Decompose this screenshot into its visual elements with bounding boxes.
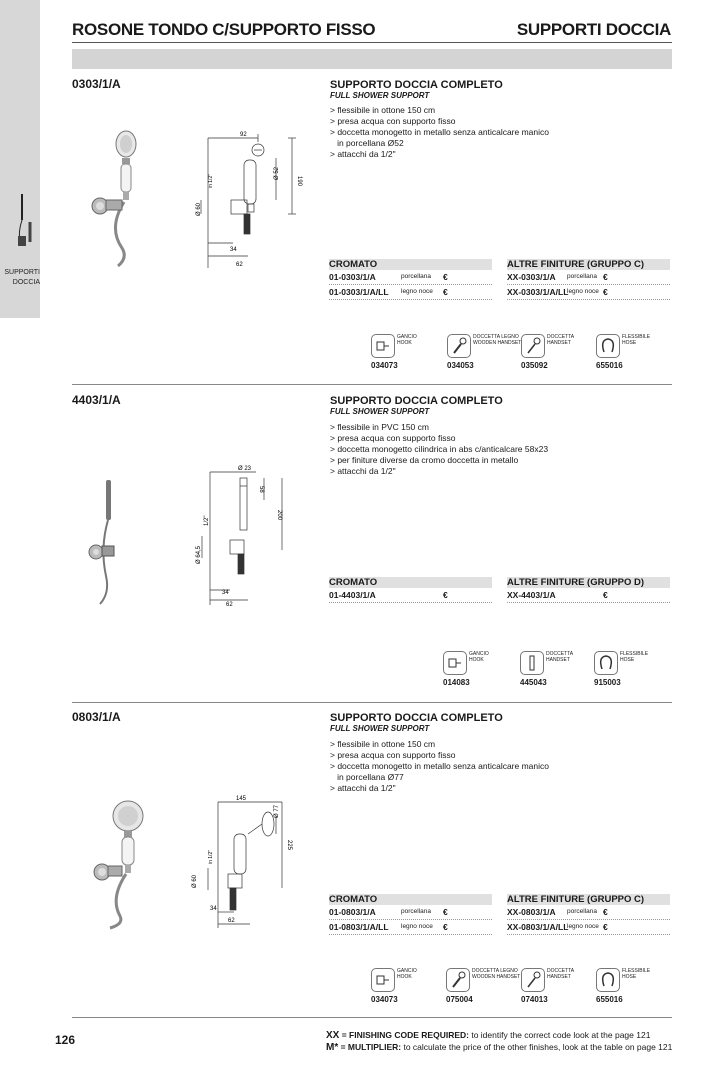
handset-icon [521,968,545,992]
feature-item: > per finiture diverse da cromo doccetta in metallo [330,455,519,465]
header-divider [72,42,672,43]
technical-drawing [190,460,300,610]
feature-list [330,105,650,160]
dim-head: 58 [258,486,264,493]
note-key: M* [326,1042,339,1053]
section-divider [72,384,672,385]
finish-variant: porcellana [567,908,597,915]
finish-header: ALTRE FINITURE (GRUPPO C) [507,894,670,905]
page-number: 126 [55,1033,76,1047]
finish-row [329,905,492,920]
footer-note-multiplier [326,1042,686,1053]
note-text: to calculate the price of the other finishes, look at the table on page 121 [401,1042,673,1052]
dim-depth: 34 [210,906,217,912]
finish-variant: porcellana [567,273,597,280]
hose-icon [594,651,618,675]
finish-price: € [603,590,608,600]
dim-diameter: Ø 52 [274,166,280,180]
dim-thread: in 1/2" [208,849,214,864]
finish-row [507,270,670,285]
finish-price: € [603,287,608,297]
product-photo [88,128,140,268]
shower-support-icon [10,192,38,254]
feature-item: > attacchi da 1/2" [330,783,396,793]
dim-width: 145 [236,796,247,802]
dim-depth: 34 [230,247,237,253]
finish-code: XX-0803/1/A [507,907,556,917]
note-key: XX [326,1030,340,1041]
finish-price: € [443,287,448,297]
finish-price: € [603,907,608,917]
accessory-code: 655016 [596,361,623,370]
feature-item: > flessibile in ottone 150 cm [330,739,436,749]
accessory-code: 034053 [447,361,474,370]
finish-table-other [507,894,670,935]
finish-code: XX-0803/1/A/LL [507,922,569,932]
finish-price: € [603,922,608,932]
accessory-label: GANCIO HOOK [397,968,417,980]
accessory-label: DOCCETTA LEGNO WOODEN HANDSET [472,968,521,980]
finish-row [329,285,492,300]
product-subtitle: FULL SHOWER SUPPORT [330,91,430,100]
dim-depth: 34 [222,590,229,596]
accessory-code: 034073 [371,995,398,1004]
feature-item: > presa acqua con supporto fisso [330,433,456,443]
technical-drawing [188,128,308,273]
finish-price: € [443,272,448,282]
header-grey-bar [72,49,672,69]
feature-item: > flessibile in PVC 150 cm [330,422,429,432]
dim-length: 62 [226,602,233,608]
finish-table-chrome [329,577,492,603]
feature-item: > presa acqua con supporto fisso [330,750,456,760]
finish-row [507,905,670,920]
feature-list [330,422,650,477]
dim-length: 62 [236,262,243,268]
feature-item: > attacchi da 1/2" [330,466,396,476]
dim-height: 200 [276,510,282,521]
dim-diameter: Ø 23 [238,466,252,472]
accessory-label: GANCIO HOOK [469,651,489,663]
finish-row [507,285,670,300]
finish-price: € [603,272,608,282]
accessory-code: 035092 [521,361,548,370]
finish-row [329,270,492,285]
finish-price: € [443,922,448,932]
footer-note-finishing [326,1030,686,1041]
feature-item: in porcellana Ø52 [330,138,404,148]
product-subtitle: FULL SHOWER SUPPORT [330,724,430,733]
finish-variant: legno noce [567,923,599,930]
accessory-label: DOCCETTA HANDSET [547,968,575,980]
finish-header: ALTRE FINITURE (GRUPPO D) [507,577,670,588]
finish-row [507,920,670,935]
handset-icon [521,334,545,358]
dim-diameter: Ø 77 [274,804,280,818]
finish-variant: legno noce [401,288,433,295]
accessory-label: DOCCETTA LEGNO WOODEN HANDSET [473,334,522,346]
finish-header: CROMATO [329,894,492,905]
finish-code: XX-4403/1/A [507,590,556,600]
dim-height: 190 [296,176,302,187]
accessory[interactable] [596,968,706,1012]
note-text: to identify the correct code look at the page 121 [468,1030,651,1040]
section-divider [72,702,672,703]
product-photo [90,798,146,930]
dim-width: 92 [240,132,247,138]
finish-variant: legno noce [567,288,599,295]
accessory-label: FLESSIBILE HOSE [622,968,651,980]
accessory-label: FLESSIBILE HOSE [620,651,649,663]
product-subtitle: FULL SHOWER SUPPORT [330,407,430,416]
finish-table-chrome [329,894,492,935]
page-title: ROSONE TONDO C/SUPPORTO FISSO [72,20,376,39]
finish-row [329,588,492,603]
finish-price: € [443,907,448,917]
dim-rosette: Ø 60 [192,874,198,888]
section-title: SUPPORTI DOCCIA [516,20,671,39]
hook-icon [443,651,467,675]
finish-header: CROMATO [329,577,492,588]
accessory-code: 655016 [596,995,623,1004]
note-bold: = FINISHING CODE REQUIRED: [339,1030,469,1040]
accessory-code: 445043 [520,678,547,687]
product-code: 0803/1/A [72,710,121,724]
finish-code: 01-0303/1/A [329,272,376,282]
product-photo [86,478,126,606]
feature-item: > flessibile in ottone 150 cm [330,105,436,115]
product-title: SUPPORTO DOCCIA COMPLETO [330,79,503,91]
dim-height: 225 [286,840,292,851]
finish-header: CROMATO [329,259,492,270]
footer-divider [72,1017,672,1018]
side-tab-label [2,268,40,288]
finish-code: 01-0803/1/A [329,907,376,917]
dim-rosette: Ø 64,5 [196,545,202,564]
side-label-line1: SUPPORTI [4,269,40,276]
finish-price: € [443,590,448,600]
accessory-code: 074013 [521,995,548,1004]
feature-item: > doccetta monogetto cilindrica in abs c/anticalcare 58x23 [330,444,549,454]
feature-item: in porcellana Ø77 [330,772,404,782]
feature-item: > doccetta monogetto in metallo senza anticalcare manico [330,127,549,137]
handset-icon [520,651,544,675]
feature-item: > attacchi da 1/2" [330,149,396,159]
dim-length: 62 [228,918,235,924]
feature-item: > presa acqua con supporto fisso [330,116,456,126]
finish-code: 01-0303/1/A/LL [329,287,389,297]
finish-table-other [507,577,670,603]
product-code: 4403/1/A [72,393,121,407]
accessory-label: GANCIO HOOK [397,334,417,346]
accessory[interactable] [596,334,706,378]
accessory-label: DOCCETTA HANDSET [547,334,575,346]
product-title: SUPPORTO DOCCIA COMPLETO [330,395,503,407]
feature-item: > doccetta monogetto in metallo senza anticalcare manico [330,761,549,771]
hook-icon [371,968,395,992]
wooden-handset-icon [446,968,470,992]
accessory[interactable] [594,651,704,695]
finish-code: XX-0303/1/A/LL [507,287,569,297]
wooden-handset-icon [447,334,471,358]
accessory-code: 014083 [443,678,470,687]
feature-list [330,739,650,794]
hose-icon [596,334,620,358]
dim-thread: 1/2" [204,515,210,526]
technical-drawing [188,794,308,932]
finish-code: 01-0803/1/A/LL [329,922,389,932]
accessory-label: DOCCETTA HANDSET [546,651,574,663]
hook-icon [371,334,395,358]
finish-variant: porcellana [401,273,431,280]
finish-variant: legno noce [401,923,433,930]
accessory-code: 034073 [371,361,398,370]
finish-code: XX-0303/1/A [507,272,556,282]
finish-row [507,588,670,603]
dim-rosette: Ø 60 [196,202,202,216]
note-bold: = MULTIPLIER: [338,1042,402,1052]
accessory-code: 915003 [594,678,621,687]
dim-thread: in 1/2" [208,173,214,188]
accessory-code: 075004 [446,995,473,1004]
product-code: 0303/1/A [72,77,121,91]
product-title: SUPPORTO DOCCIA COMPLETO [330,712,503,724]
accessory-label: FLESSIBILE HOSE [622,334,651,346]
side-label-line2: DOCCIA [12,279,40,286]
finish-header: ALTRE FINITURE (GRUPPO C) [507,259,670,270]
finish-variant: porcellana [401,908,431,915]
finish-table-other [507,259,670,300]
finish-table-chrome [329,259,492,300]
finish-code: 01-4403/1/A [329,590,376,600]
hose-icon [596,968,620,992]
finish-row [329,920,492,935]
